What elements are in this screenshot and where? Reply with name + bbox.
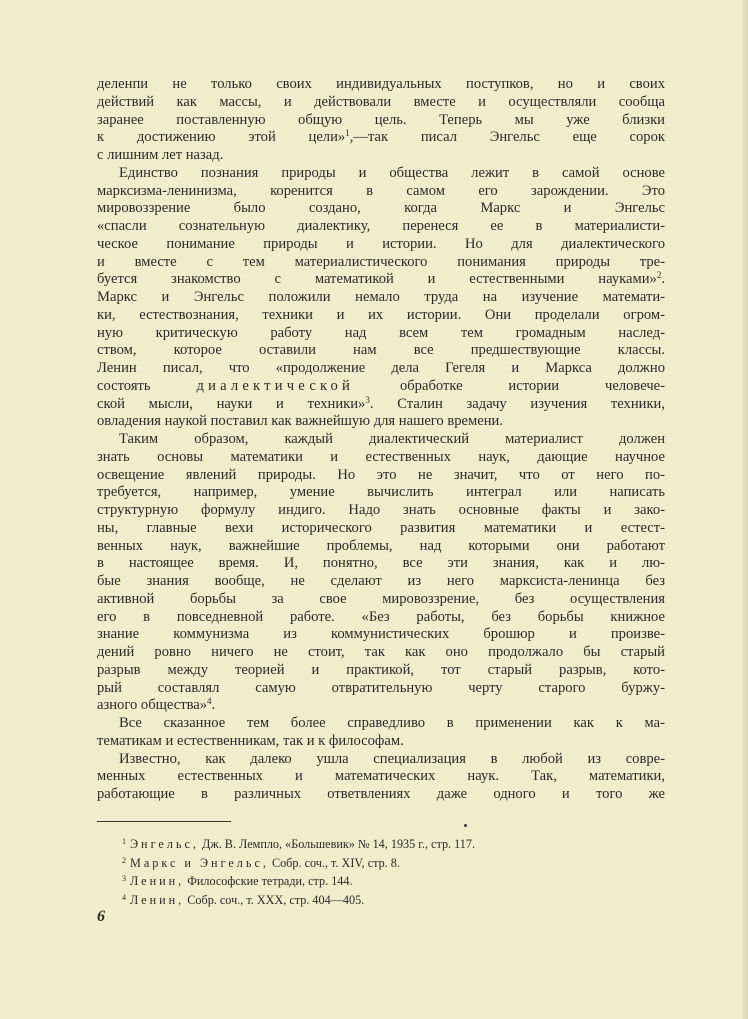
- footnote-author: Ленин,: [130, 874, 185, 889]
- line-text: с лишним лет назад.: [97, 147, 224, 163]
- footnote-ref: 3: [365, 394, 370, 405]
- line-text: .: [211, 697, 216, 714]
- line-text: действий как массы, и действовали вместе и осуществляли сообща: [97, 93, 665, 110]
- footnote-ref: 4: [207, 696, 212, 707]
- line-text: знать основы математики и естественных наук, дающие научное: [97, 448, 665, 465]
- text-line: [97, 680, 665, 698]
- line-text: Единство познания природы и общества лежит в самой основе: [119, 164, 665, 181]
- text-line: [97, 520, 665, 538]
- line-text: его в повседневной работе. «Без работы, без борьбы книжное: [97, 608, 665, 625]
- line-text: к достижению этой цели»: [97, 129, 346, 146]
- text-line: [97, 254, 665, 272]
- text-line: [97, 573, 665, 591]
- line-text: Таким образом, каждый диалектический материалист должен: [119, 431, 665, 447]
- footnote: [122, 890, 582, 909]
- line-text: «спасли сознательную диалектику, перенеся ее в материалисти-: [97, 218, 665, 234]
- footnote: [122, 871, 582, 890]
- line-text: азного общества»: [97, 697, 208, 714]
- footnote-source: Собр. соч., т. XIV, стр. 8.: [268, 855, 400, 870]
- text-line: [97, 715, 665, 733]
- line-text: менных естественных и математических наук. Так, математики,: [97, 768, 665, 785]
- text-line: [97, 76, 665, 94]
- footnote-rule: [97, 821, 231, 822]
- body-text: [97, 76, 665, 804]
- text-line: [97, 129, 665, 147]
- text-line: [97, 697, 665, 715]
- text-line: [97, 591, 665, 609]
- footnote-author: Ленин,: [130, 892, 185, 907]
- footnote-number: 2: [122, 855, 126, 865]
- text-line: [97, 662, 665, 680]
- text-line: [97, 325, 665, 343]
- line-text: мировоззрение было создано, когда Маркс и Энгельс: [97, 200, 665, 217]
- line-text: ,—так писал Энгельс еще сорок: [349, 129, 665, 146]
- line-text: в настоящее время. И, понятно, все эти знания, как и лю-: [97, 555, 665, 572]
- footnote-source: Дж. В. Лемпло, «Большевик» № 14, 1935 г., стр. 117.: [198, 837, 476, 851]
- text-line: [97, 378, 665, 396]
- text-line: [97, 147, 665, 165]
- text-line: [97, 786, 665, 804]
- line-text: работающие в различных ответвлениях даже одного и того же: [97, 786, 665, 802]
- line-text: обработке истории человече-: [354, 377, 665, 394]
- line-text: ки, естествознания, техники и их истории. Они проделали огром-: [97, 306, 665, 323]
- text-line: [97, 467, 665, 485]
- footnote-ref: 2: [656, 270, 662, 281]
- footnote-number: 3: [122, 874, 126, 884]
- footnote-author: Энгельс,: [130, 837, 199, 851]
- line-text: активной борьбы за свое мировоззрение, без осуществления: [97, 590, 665, 607]
- text-line: [97, 751, 665, 769]
- line-text: разрыв между теорией и практикой, тот старый разрыв, кото-: [97, 661, 665, 678]
- text-line: [97, 733, 665, 751]
- footnote-source: Собр. соч., т. XXX, стр. 404—405.: [184, 892, 365, 907]
- line-text: венных наук, важнейшие проблемы, над которыми они работают: [97, 537, 665, 554]
- text-line: [97, 289, 665, 307]
- text-line: [97, 94, 665, 112]
- text-line: [97, 502, 665, 520]
- text-line: [97, 644, 665, 662]
- text-line: [97, 396, 665, 414]
- text-line: [97, 342, 665, 360]
- line-text: ской мысли, науки и техники»: [97, 395, 366, 412]
- line-text: ческое понимание природы и истории. Но для диалектического: [97, 235, 665, 252]
- text-line: [97, 307, 665, 325]
- line-text: ны, главные вехи исторического развития математики и естест-: [97, 519, 665, 536]
- text-line: [97, 609, 665, 627]
- line-text: бые знания вообще, не сделают из него марксиста-ленинца без: [97, 573, 665, 589]
- line-text: Маркс и Энгельс положили немало труда на изучение математи-: [97, 289, 665, 305]
- text-line: [97, 360, 665, 378]
- footnote-author: Маркс и Энгельс,: [130, 855, 269, 870]
- page-number: 6: [97, 908, 105, 925]
- print-speck: [464, 824, 467, 827]
- line-text: Ленин писал, что «продолжение дела Гегеля и Маркса должно: [97, 360, 665, 376]
- footnote-ref: 1: [345, 128, 350, 139]
- line-text: и вместе с тем материалистического понимания природы тре-: [97, 253, 665, 270]
- footnote: [122, 834, 582, 853]
- footnotes: [122, 834, 582, 908]
- page-edge: [742, 0, 748, 1019]
- footnote: [122, 853, 582, 872]
- footnote-number: 1: [122, 837, 126, 846]
- text-line: [97, 768, 665, 786]
- text-line: [97, 431, 665, 449]
- text-line: [97, 218, 665, 236]
- line-text: деленпи не только своих индивидуальных поступков, но и своих: [97, 76, 665, 92]
- line-text: Все сказанное тем более справедливо в применении как к ма-: [119, 715, 665, 731]
- line-text: освещение явлений природы. Но это не значит, что от него по-: [97, 466, 665, 483]
- text-line: [97, 555, 665, 573]
- line-text: состоять: [97, 377, 197, 394]
- text-line: [97, 200, 665, 218]
- line-text: ную критическую работу над всем тем громадным наслед-: [97, 324, 665, 341]
- spaced-emphasis: диалектической: [196, 377, 355, 394]
- text-line: [97, 236, 665, 254]
- line-text: овладения наукой поставил как важнейшую для нашего времени.: [97, 413, 504, 430]
- text-line: [97, 626, 665, 644]
- text-line: [97, 449, 665, 467]
- footnote-source: Философские тетради, стр. 144.: [184, 874, 353, 889]
- text-line: [97, 484, 665, 502]
- line-text: Известно, как далеко ушла специализация в любой из совре-: [119, 750, 665, 767]
- text-line: [97, 112, 665, 130]
- line-text: рый составлял самую отвратительную черту старого буржу-: [97, 679, 665, 696]
- line-text: знание коммунизма из коммунистических брошюр и произве-: [97, 626, 665, 643]
- text-line: [97, 538, 665, 556]
- line-text: дений ровно ничего не стоит, так как оно продолжало бы старый: [97, 644, 665, 660]
- line-text: .: [661, 271, 665, 288]
- text-line: [97, 413, 665, 431]
- line-text: заранее поставленную общую цель. Теперь мы уже близки: [97, 111, 665, 128]
- line-text: марксизма-ленинизма, коренится в самом его зарождении. Это: [97, 182, 665, 199]
- line-text: тематикам и естественникам, так и к философам.: [97, 732, 404, 749]
- line-text: требуется, например, умение вычислить интеграл или написать: [97, 484, 665, 501]
- text-line: [97, 271, 665, 289]
- line-text: структурную формулу индиго. Надо знать основные факты и зако-: [97, 502, 665, 518]
- line-text: ством, которое оставили нам все предшествующие классы.: [97, 342, 665, 359]
- line-text: буется знакомство с математикой и естественными науками»: [97, 271, 657, 288]
- footnote-number: 4: [122, 892, 126, 902]
- line-text: . Сталин задачу изучения техники,: [369, 395, 665, 412]
- text-line: [97, 183, 665, 201]
- text-line: [97, 165, 665, 183]
